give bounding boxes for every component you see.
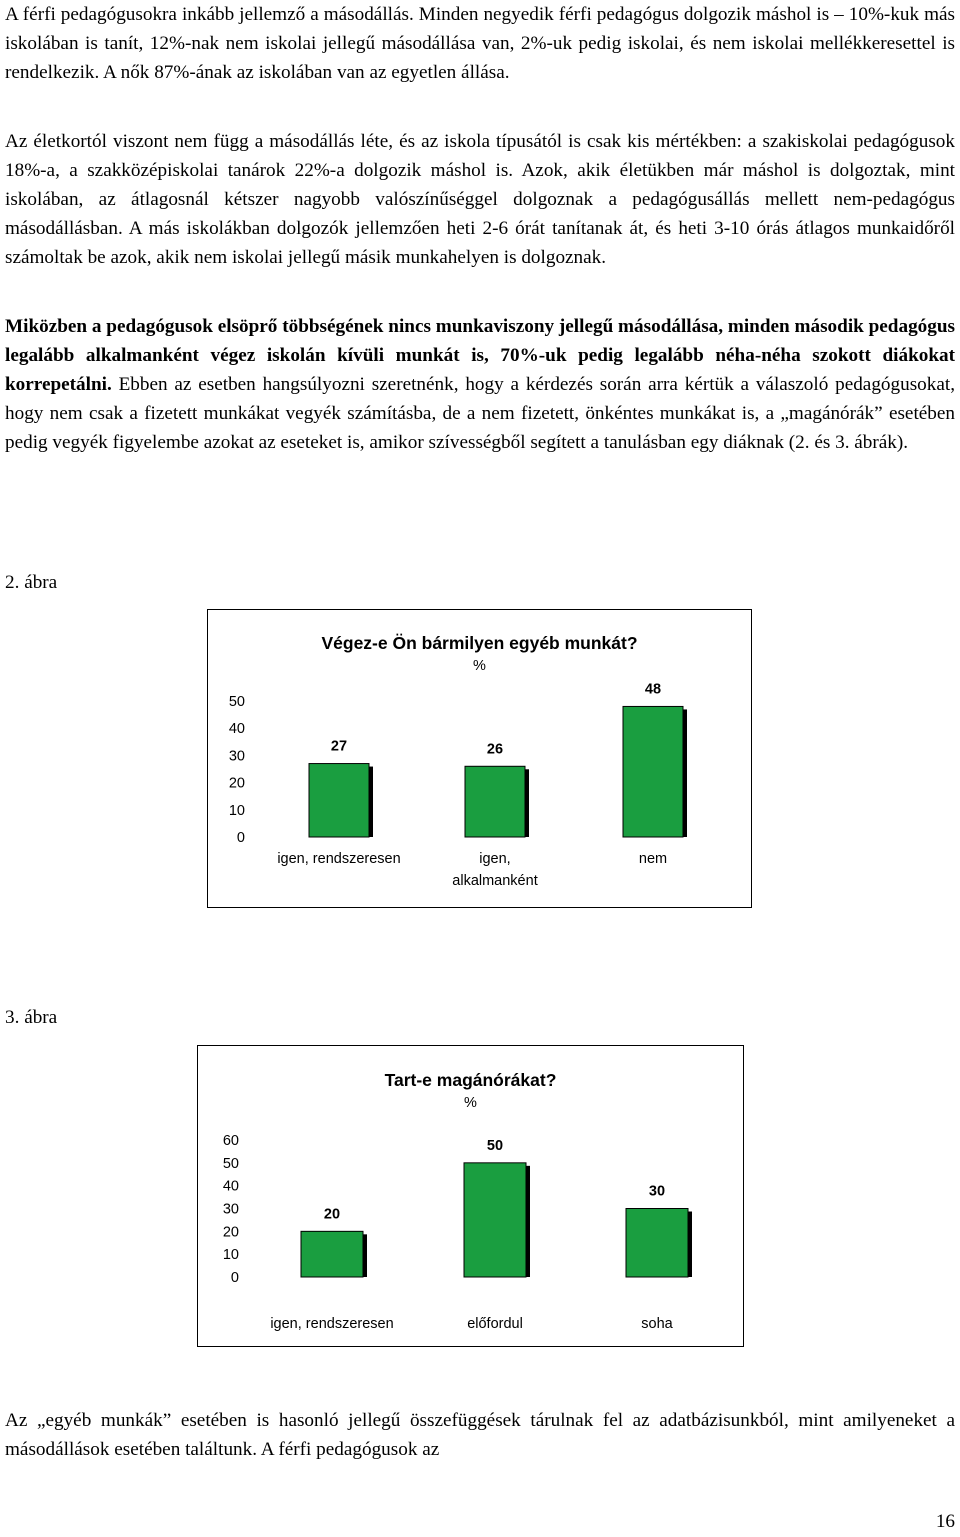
data-label: 30 bbox=[648, 1183, 666, 1200]
category-label: igen, bbox=[479, 851, 511, 867]
chart-2-subtitle: % bbox=[464, 1095, 477, 1111]
y-tick-label: 10 bbox=[228, 802, 245, 819]
chart-2 bbox=[198, 1046, 743, 1346]
y-tick-label: 10 bbox=[222, 1247, 239, 1264]
paragraph-1: A férfi pedagógusokra inkább jellemző a másodállás. Minden negyedik férfi pedagógus dolgozik máshol is – 10%-kuk más iskolában is tanít, 12%-nak nem iskolai jellegű másodállása van, 2%-uk pedig iskolai, és nem iskolai mellékkeresettel is rendelkezik. A nők 87%-ának az iskolában van az egyetlen állása. bbox=[5, 4, 955, 83]
data-label: 20 bbox=[323, 1206, 341, 1223]
paragraph-3 bbox=[5, 312, 955, 457]
y-tick-label: 50 bbox=[228, 694, 245, 710]
figure-3-caption: 3. ábra bbox=[5, 1007, 58, 1028]
page-number: 16 bbox=[935, 1511, 955, 1532]
y-tick-label: 0 bbox=[236, 830, 245, 846]
data-label: 50 bbox=[486, 1137, 504, 1154]
chart-1 bbox=[208, 610, 751, 907]
paragraph-3-bold: Miközben a pedagógusok elsöprő többségének nincs munkaviszony jellegű másodállása, minden második pedagógus legalább alkalmanként végez iskolán kívüli munkát is, 70%-uk pedig legalább néha-néha szokott diákokat korrepetálni. bbox=[5, 316, 955, 395]
y-tick-label: 60 bbox=[222, 1133, 239, 1149]
y-tick-label: 50 bbox=[222, 1155, 239, 1172]
paragraph-4: Az „egyéb munkák” esetében is hasonló jellegű összefüggések tárulnak fel az adatbázisunkból, mint amilyeneket a másodállások esetében találtunk. A férfi pedagógusok az bbox=[5, 1410, 955, 1460]
chart-2-frame bbox=[197, 1045, 744, 1347]
chart-1-subtitle: % bbox=[473, 658, 486, 674]
paragraph-2: Az életkortól viszont nem függ a másodállás léte, és az iskola típusától is csak kis mértékben: a szakiskolai pedagógusok 18%-a, a szakközépiskolai tanárok 22%-a dolgozik máshol is. Azok, akik életükben már máshol is dolgoztak, mint iskolában, az átlagosnál kétszer nagyobb valószínűséggel dolgoznak a pedagógusállás mellett nem-pedagógus másodállásban. A más iskolákban dolgozók jellemzően heti 2-6 órát tanítanak át, és heti 3-10 órás átlagos munkaidőről számoltak be azok, akik nem iskolai jellegű másik munkahelyen is dolgoznak. bbox=[5, 131, 955, 268]
chart-2-title: Tart-e magánórákat? bbox=[384, 1070, 557, 1090]
category-label: soha bbox=[641, 1316, 673, 1332]
y-tick-label: 40 bbox=[228, 721, 245, 738]
paragraph-3-rest: Ebben az esetben hangsúlyozni szeretnénk, hogy a kérdezés során arra kértük a válaszoló pedagógusokat, hogy nem csak a fizetett munkákat vegyék számításba, de a nem fizetett, önkéntes munkákat is, a „magánórák” esetében pedig vegyék figyelembe azokat az eseteket is, amikor szívességből segített a tanulásban egy diáknak (2. és 3. ábrák). bbox=[5, 374, 955, 453]
data-label: 27 bbox=[330, 738, 348, 755]
chart-1-frame bbox=[207, 609, 752, 908]
bar bbox=[623, 706, 683, 837]
bar bbox=[626, 1209, 688, 1278]
y-tick-label: 0 bbox=[230, 1270, 239, 1286]
y-tick-label: 40 bbox=[222, 1178, 239, 1195]
category-label: igen, rendszeresen bbox=[270, 1316, 394, 1332]
y-tick-label: 30 bbox=[228, 748, 245, 765]
category-label: előfordul bbox=[467, 1316, 523, 1332]
category-label: nem bbox=[638, 851, 668, 867]
category-label: igen, rendszeresen bbox=[277, 851, 401, 867]
bar bbox=[309, 764, 369, 837]
data-label: 48 bbox=[644, 681, 662, 698]
y-tick-label: 30 bbox=[222, 1201, 239, 1218]
bar bbox=[465, 766, 525, 837]
category-label: alkalmanként bbox=[452, 873, 538, 889]
y-tick-label: 20 bbox=[228, 775, 245, 792]
bar bbox=[301, 1231, 363, 1277]
figure-2-caption: 2. ábra bbox=[5, 572, 58, 593]
data-label: 26 bbox=[486, 741, 504, 758]
bar bbox=[464, 1163, 526, 1277]
y-tick-label: 20 bbox=[222, 1224, 239, 1241]
chart-1-title: Végez-e Ön bármilyen egyéb munkát? bbox=[321, 633, 638, 653]
